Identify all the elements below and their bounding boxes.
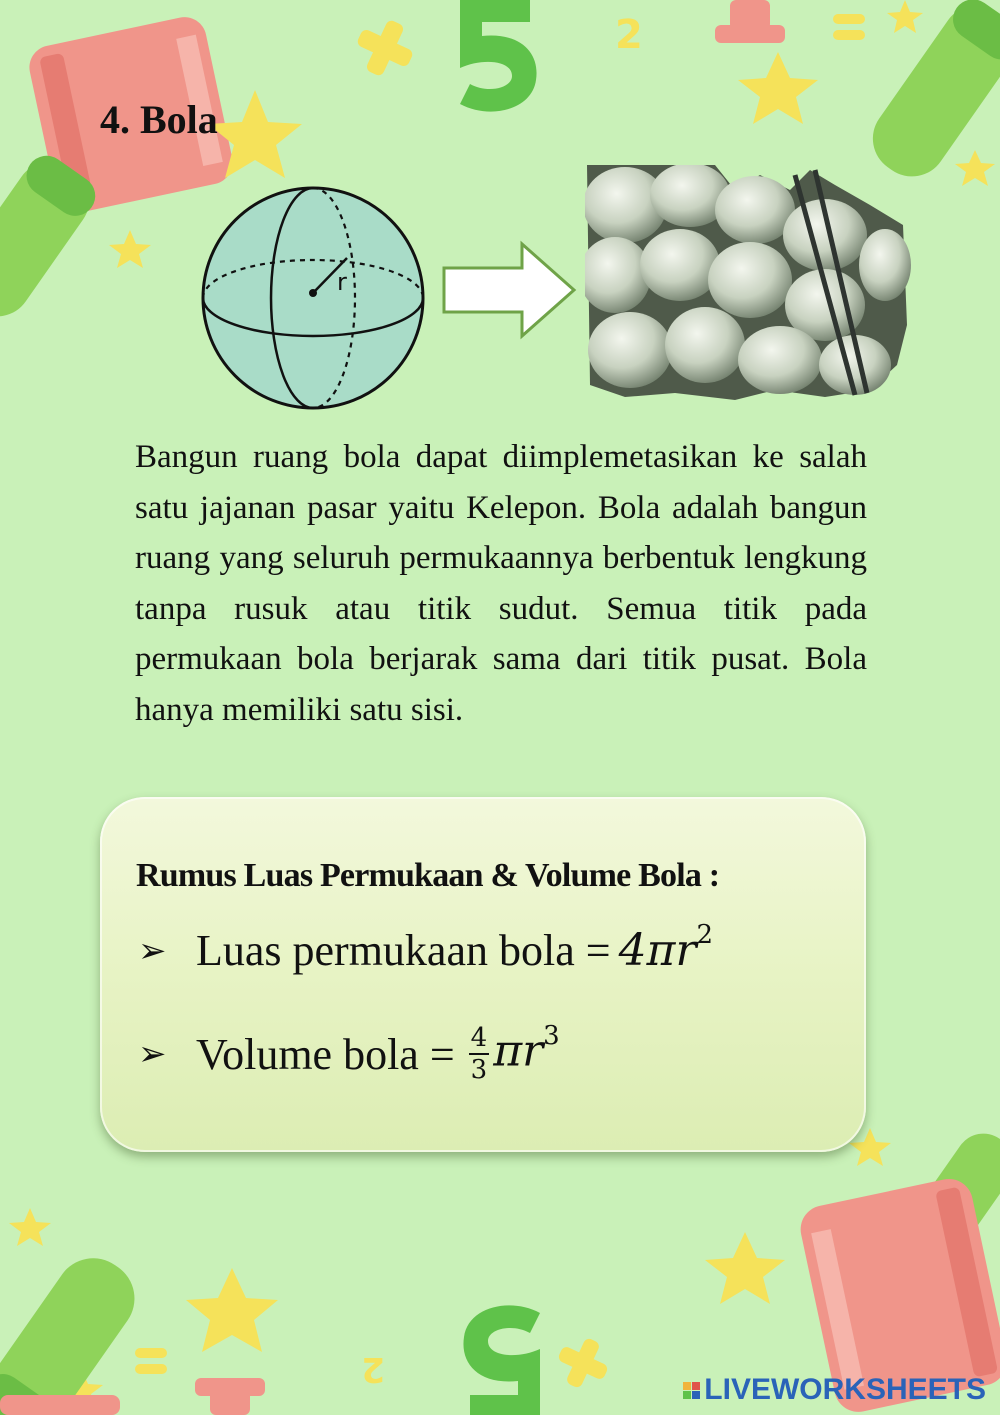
surface-area-label: Luas permukaan bola = (196, 926, 611, 975)
svg-text:2: 2 (615, 12, 643, 58)
pink-tee (715, 0, 785, 43)
radius-label: r (337, 268, 347, 296)
arrow-bullet-icon: ➢ (138, 932, 167, 970)
page-title: 4. Bola (100, 97, 218, 142)
plus-icon (356, 19, 414, 77)
volume-expression: $\frac{4}{3}$ $\pi r^3$ (470, 1020, 560, 1085)
volume-label: Volume bola = (196, 1029, 455, 1079)
watermark-text: LIVEWORKSHEETS (704, 1373, 986, 1406)
surface-area-formula (138, 920, 714, 976)
formula-heading: Rumus Luas Permukaan & Volume Bola : (136, 857, 720, 894)
surface-area-expression: $4\pi r^2$ (618, 920, 714, 976)
equals-icon (833, 14, 865, 40)
number-five (460, 0, 537, 112)
number-two (615, 12, 643, 58)
arrow-bullet-icon: ➢ (138, 1036, 167, 1073)
svg-text:2: 2 (361, 1349, 385, 1389)
description-paragraph: Bangun ruang bola dapat diimplemetasikan ke salah satu jajanan pasar yaitu Kelepon. Bola adalah bangun ruang yang seluruh permukaannya berbentuk lengkung tanpa rusuk atau titik sudut. Semua titik pada permukaan bola berjarak sama dari titik pusat. Bola hanya memiliki satu sisi. (135, 439, 867, 728)
sphere-diagram (195, 180, 435, 415)
kelepon-photo (585, 165, 915, 405)
formula-box (100, 797, 866, 1152)
arrow-right-icon (440, 240, 580, 340)
liveworksheets-logo-icon (683, 1382, 700, 1399)
volume-formula (138, 1020, 560, 1085)
liveworksheets-watermark (683, 1373, 986, 1407)
